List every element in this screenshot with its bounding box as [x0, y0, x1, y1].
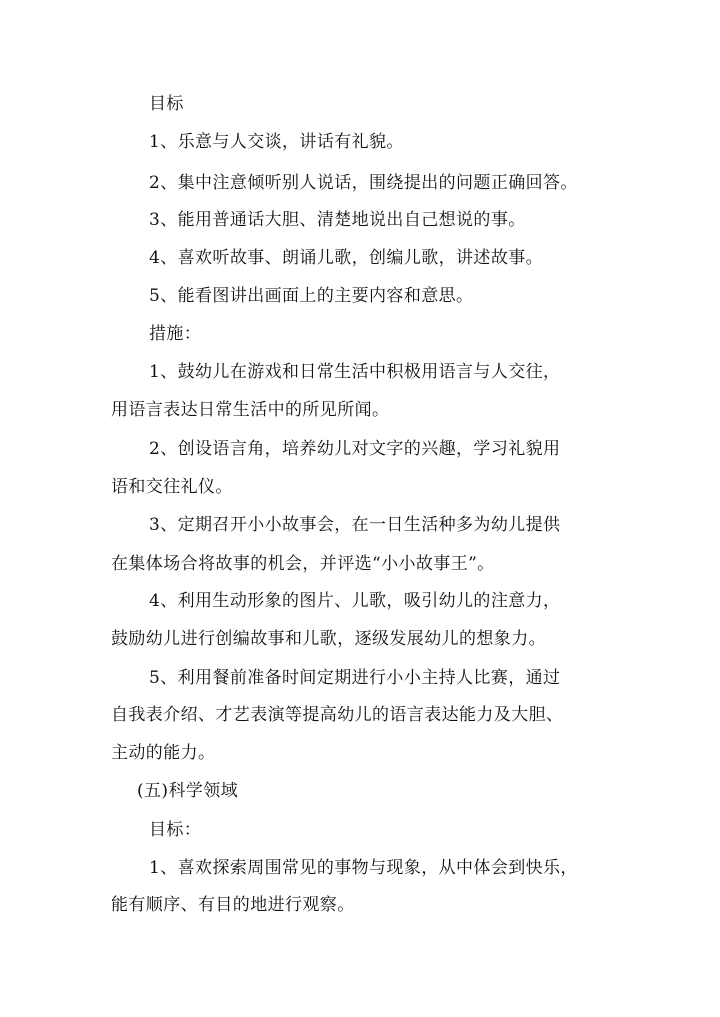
paragraph-line: 用语言表达日常生活中的所见所闻。	[111, 400, 390, 420]
paragraph-line: 5、能看图讲出画面上的主要内容和意思。	[149, 286, 474, 306]
paragraph-line: 主动的能力。	[111, 743, 216, 763]
paragraph-line: 在集体场合将故事的机会，并评选“小小故事王”。	[111, 554, 495, 574]
paragraph-line: 3、能用普通话大胆、清楚地说出自己想说的事。	[149, 210, 526, 230]
paragraph-line: 1、喜欢探索周围常见的事物与现象，从中体会到快乐，	[149, 858, 578, 878]
paragraph-line: 2、集中注意倾听别人说话，围绕提出的问题正确回答。	[149, 173, 578, 193]
paragraph-line: 5、利用餐前准备时间定期进行小小主持人比赛，通过	[149, 668, 561, 688]
paragraph-line: 1、乐意与人交谈，讲话有礼貌。	[149, 132, 404, 152]
section-heading-measures: 措施：	[149, 324, 202, 344]
paragraph-line: 自我表介绍、才艺表演等提高幼儿的语言表达能力及大胆、	[111, 705, 564, 725]
section-heading-goals: 目标：	[149, 820, 202, 840]
paragraph-line: 4、利用生动形象的图片、儿歌，吸引幼儿的注意力，	[149, 591, 561, 611]
paragraph-line: 3、定期召开小小故事会，在一日生活种多为幼儿提供	[149, 515, 561, 535]
paragraph-line: 鼓励幼儿进行创编故事和儿歌，逐级发展幼儿的想象力。	[111, 629, 546, 649]
section-heading-goals: 目标	[149, 94, 184, 114]
paragraph-line: 2、创设语言角，培养幼儿对文字的兴趣，学习礼貌用	[149, 439, 561, 459]
section-heading-science: (五)科学领域	[137, 781, 239, 801]
paragraph-line: 语和交往礼仪。	[111, 477, 233, 497]
paragraph-line: 能有顺序、有目的地进行观察。	[111, 895, 355, 915]
paragraph-line: 4、喜欢听故事、朗诵儿歌，创编儿歌，讲述故事。	[149, 248, 544, 268]
paragraph-line: 1、鼓幼儿在游戏和日常生活中积极用语言与人交往，	[149, 362, 561, 382]
